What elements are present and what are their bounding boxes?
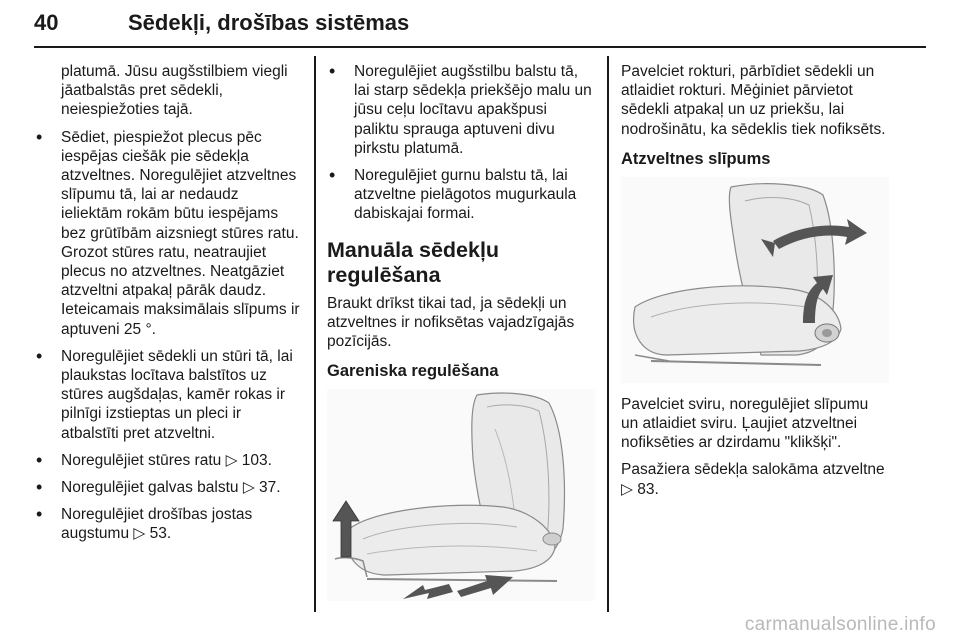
seat-recline-figure [621,177,889,383]
recline-instructions: Pavelciet sviru, noregulējiet slīpumu un atlaidiet sviru. Ļaujiet atzveltnei nofiksēties ar dzirdamu "klikšķi". [621,395,869,452]
bullet-text: Noregulējiet sēdekli un stūri tā, lai plaukstas locītava balstītos uz stūres augšdaļas, kamēr rokas ir pilnīgi izstieptas un pleci ir atbalstīti pret atzveltni. [61,347,293,442]
bullet-posture [34,128,302,339]
bullet-steering-reach [34,347,302,443]
column-3 [621,62,889,507]
page-reference-link[interactable]: ▷ 83. [621,480,659,498]
passenger-fold-paragraph [621,460,889,498]
bullet-belt-height [34,505,302,543]
page-reference-link[interactable]: ▷ 53. [133,525,172,543]
column-1 [34,62,302,552]
column-divider-1 [314,56,316,612]
intro-paragraph: platumā. Jūsu augšstilbiem viegli jāatbalstās pret sēdekli, neiespiežoties tajā. [61,63,288,119]
seat-recline-illustration [621,177,889,383]
longitudinal-instructions: Pavelciet rokturi, pārbīdiet sēdekli un atlaidiet rokturi. Mēģiniet pārvietot sēdekli atpakaļ un uz priekšu, lai nodrošinātu, ka sēdeklis tiek nofiksēts. [621,63,886,138]
seat-longitudinal-illustration [327,389,595,601]
section-heading: Manuāla sēdekļu regulēšana [327,237,500,287]
bullet-text: Noregulējiet galvas balstu [61,479,239,497]
page-reference-link[interactable]: ▷ 103. [225,451,272,469]
bullet-text: Noregulējiet augšstilbu balstu tā, lai starp sēdekļa priekšējo malu un jūsu ceļu locītavu apakšpusi paliktu sprauga aptuveni divu pirkstu platumā. [354,63,592,157]
subsection-heading-recline: Atzveltnes slīpums [621,149,771,168]
bullet-text: Noregulējiet stūres ratu [61,451,222,469]
bullet-steering-wheel [34,451,302,470]
page-header [0,0,960,52]
header-rule [34,46,926,48]
column-divider-2 [607,56,609,612]
bullet-lumbar-support [327,166,595,224]
passenger-fold-text: Pasažiera sēdekļa salokāma atzveltne [621,461,885,479]
watermark: carmanualsonline.info [744,614,936,635]
subsection-heading: Gareniska regulēšana [327,362,499,381]
bullet-thigh-support [327,62,595,158]
bullet-head-restraint [34,478,302,497]
column-2 [327,62,595,601]
page-number: 40 [34,10,59,35]
bullet-text: Noregulējiet gurnu balstu tā, lai atzveltne pielāgotos mugurkaula dabiskajai formai. [354,167,577,223]
page-reference-link[interactable]: ▷ 37. [242,479,281,497]
seat-longitudinal-figure [327,389,595,601]
section-paragraph: Braukt drīkst tikai tad, ja sēdekļi un atzveltnes ir nofiksētas vajadzīgajās pozīcijās. [327,294,575,351]
bullet-text: Noregulējiet drošības jostas augstumu [61,506,253,543]
bullet-text: Sēdiet, piespiežot plecus pēc iespējas ciešāk pie sēdekļa atzveltnes. Noregulējiet atzveltnes slīpumu tā, lai ar nedaudz ieliektām rokām būtu iespējams bez grūtībām aizsniegt stūres ratu. Grozot stūres ratu, neatraujiet plecus no atzveltnes. Neatgāziet atzveltni atpakaļ pārāk daudz. Ieteicamais maksimālais slīpums ir aptuveni 25 °. [61,128,300,338]
page-title: Sēdekļi, drošības sistēmas [128,10,410,35]
